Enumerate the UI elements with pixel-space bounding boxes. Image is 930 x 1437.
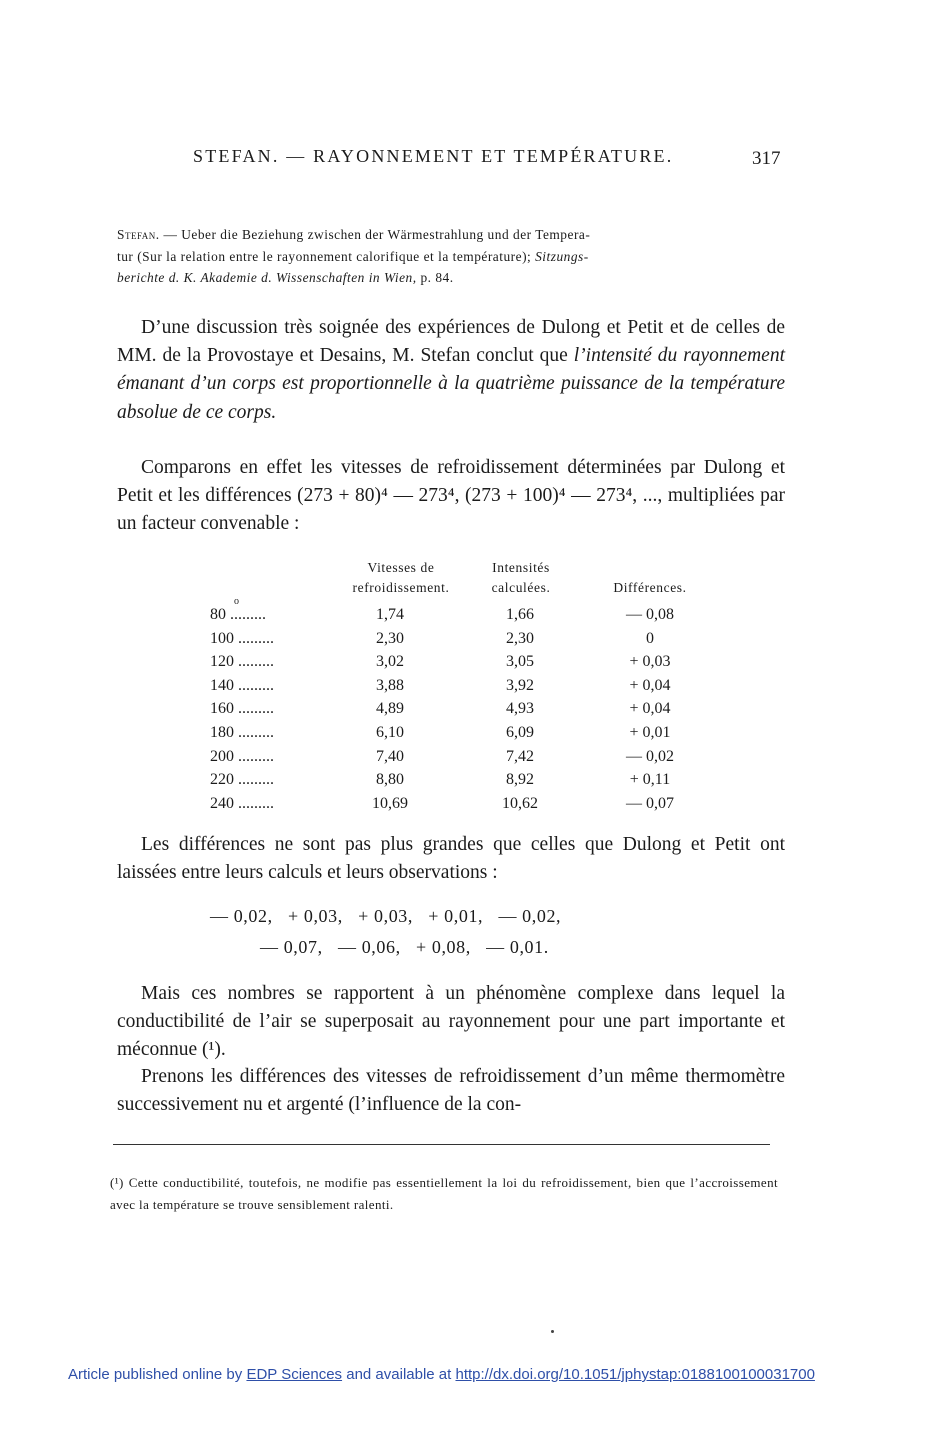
- cell-temperature: 200 .........: [210, 747, 274, 765]
- header-intensites-line1: Intensités: [492, 560, 550, 575]
- cell-vitesse: 2,30: [376, 629, 404, 647]
- cell-intensite: 1,66: [506, 606, 534, 623]
- cell-temperature: 100 .........: [210, 629, 274, 647]
- paragraph-stefan-law: [117, 314, 785, 427]
- table-row: [210, 606, 700, 630]
- table-row: [210, 630, 700, 654]
- table-row: [210, 700, 700, 724]
- cell-difference: + 0,11: [629, 771, 671, 789]
- reference-line-2: [117, 246, 787, 268]
- cell-vitesse: 3,88: [376, 676, 404, 694]
- cell-vitesse: 8,80: [376, 771, 404, 789]
- differences-line-2: — 0,07, — 0,06, + 0,08, — 0,01.: [260, 937, 549, 957]
- cell-temperature: 180 .........: [210, 724, 274, 741]
- cell-difference: — 0,08: [626, 606, 674, 623]
- cell-difference: 0: [646, 629, 654, 647]
- cell-difference: + 0,04: [629, 700, 671, 718]
- cell-temperature: 160 .........: [210, 700, 274, 718]
- cell-difference: — 0,02: [626, 747, 674, 765]
- reference-line-3: [117, 267, 787, 289]
- cell-temperature: 140 .........: [210, 676, 274, 694]
- header-intensites-line2: calculées.: [491, 580, 551, 595]
- cell-intensite: 6,09: [506, 724, 534, 741]
- cell-vitesse: 6,10: [376, 724, 404, 741]
- cell-intensite: 8,92: [506, 771, 534, 789]
- cell-difference: + 0,04: [629, 676, 671, 694]
- table-row: [210, 795, 700, 819]
- paragraph-thermometer: Prenons les différences des vitesses de refroidissement d’un même thermomètre successivement nu et argenté (l’influence de la con-: [117, 1066, 785, 1116]
- cell-temperature: 220 .........: [210, 771, 274, 789]
- cell-intensite: 7,42: [506, 747, 534, 765]
- publication-credit: [68, 1366, 815, 1383]
- law-statement: l’intensité du rayonnement émanant d’un corps est proportionnelle à la quatrième puissance de la température absolue de ce corps.: [117, 345, 785, 423]
- credit-middle: and available at: [342, 1366, 456, 1383]
- table-row: [210, 653, 700, 677]
- header-vitesses-line1: Vitesses de: [367, 560, 435, 575]
- header-intensites: [476, 558, 566, 598]
- publisher-link[interactable]: EDP Sciences: [246, 1366, 343, 1383]
- table-row: [210, 771, 700, 795]
- paragraph-text: D’une discussion très soignée des expériences de Dulong et Petit et de celles de MM. de la Provostaye et Desains, M. Stefan conclut que: [117, 317, 785, 367]
- cell-temperature: 120 .........: [210, 653, 274, 671]
- running-title: STEFAN. — RAYONNEMENT ET TEMPÉRATURE.: [193, 146, 674, 166]
- cell-intensite: 10,62: [502, 794, 538, 812]
- credit-prefix: Article published online by: [68, 1366, 247, 1383]
- cell-intensite: 2,30: [506, 629, 534, 647]
- table-row: [210, 724, 700, 748]
- cell-intensite: 3,05: [506, 653, 534, 671]
- header-vitesses: [336, 558, 466, 598]
- footnote: (¹) Cette conductibilité, toutefois, ne modifie pas essentiellement la loi du refroidissement, bien que l’accroissement avec la température se trouve sensiblement ralenti.: [110, 1175, 778, 1212]
- doi-link[interactable]: http://dx.doi.org/10.1051/jphystap:0188100100031700: [455, 1366, 815, 1383]
- cell-vitesse: 1,74: [376, 606, 404, 623]
- reference-author: Stefan.: [117, 227, 160, 242]
- cell-difference: + 0,01: [629, 724, 671, 741]
- cell-intensite: 4,93: [506, 700, 534, 718]
- footnote-divider: [113, 1144, 770, 1145]
- reference-journal-start: Sitzungs-: [535, 248, 589, 264]
- bibliographic-reference: [117, 224, 787, 289]
- header-differences: Différences.: [613, 580, 687, 595]
- reference-translation: tur (Sur la relation entre le rayonnement calorifique et la température);: [117, 248, 532, 264]
- reference-journal: berichte d. K. Akademie d. Wissenschaften in Wien,: [117, 270, 417, 285]
- reference-line-1: [117, 224, 787, 246]
- paragraph-differences: Les différences ne sont pas plus grandes que celles que Dulong et Petit ont laissées entre leurs calculs et leurs observations :: [117, 834, 785, 884]
- degree-mark: o: [234, 596, 239, 607]
- cell-vitesse: 7,40: [376, 747, 404, 765]
- header-vitesses-line2: refroidissement.: [352, 580, 450, 595]
- table-row: [210, 748, 700, 772]
- ink-speck: [551, 1330, 554, 1333]
- cell-vitesse: 10,69: [372, 794, 408, 812]
- differences-line-1: — 0,02, + 0,03, + 0,03, + 0,01, — 0,02,: [210, 906, 562, 926]
- cell-vitesse: 3,02: [376, 653, 404, 671]
- reference-title-start: — Ueber die Beziehung zwischen der Wärmestrahlung und der Tempera-: [159, 227, 591, 242]
- cell-intensite: 3,92: [506, 676, 534, 694]
- paragraph-complex-phenomenon: Mais ces nombres se rapportent à un phénomène complexe dans lequel la conductibilité de l’air se superposait au rayonnement pour une part importante et méconnue (¹).: [117, 983, 785, 1061]
- cell-temperature: 80 .........: [210, 606, 266, 623]
- cell-difference: + 0,03: [629, 653, 671, 671]
- reference-page: p. 84.: [416, 270, 454, 285]
- cell-vitesse: 4,89: [376, 700, 404, 718]
- paragraph-comparison: Comparons en effet les vitesses de refroidissement déterminées par Dulong et Petit et les différences (273 + 80)⁴ — 273⁴, (273 + 100)⁴ — 273⁴, ..., multipliées par un facteur convenable :: [117, 457, 785, 535]
- page-number: 317: [752, 148, 781, 169]
- cell-difference: — 0,07: [626, 794, 674, 812]
- table-row: [210, 677, 700, 701]
- cell-temperature: 240 .........: [210, 794, 274, 812]
